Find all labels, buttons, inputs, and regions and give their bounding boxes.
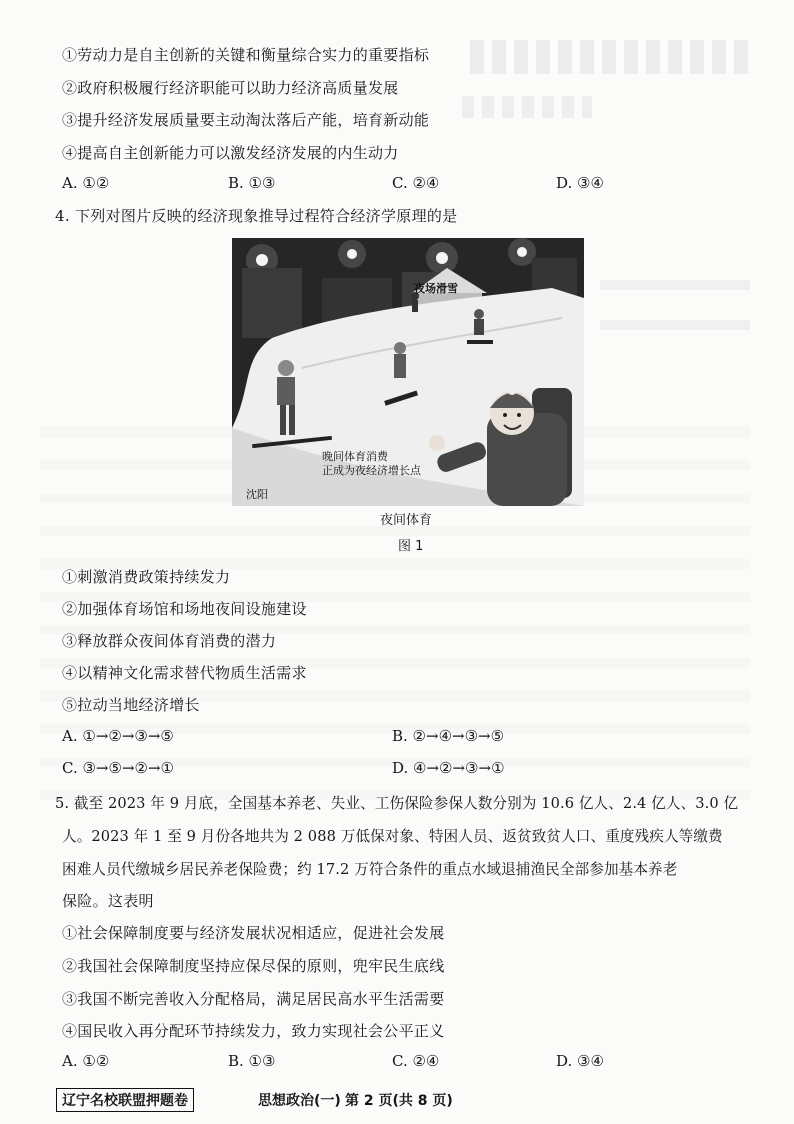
- q4-choice-d[interactable]: D. ④→②→③→①: [392, 759, 505, 777]
- q5-choice-c[interactable]: C. ②④: [392, 1052, 440, 1070]
- q5-stem-line-2: 人。2023 年 1 至 9 月份各地共为 2 088 万低保对象、特困人员、返贫致贫人口、重度残疾人等缴费: [62, 828, 723, 845]
- bleed-through-mark: [462, 96, 592, 118]
- q4-stem: 4. 下列对图片反映的经济现象推导过程符合经济学原理的是: [55, 207, 458, 225]
- q3-statement-4: ④提高自主创新能力可以激发经济发展的内生动力: [62, 144, 399, 162]
- figure-title: 夜间体育: [380, 513, 433, 528]
- bleed-through-mark: [600, 250, 750, 330]
- figure-sign-label: 夜场滑雪: [414, 282, 458, 295]
- q5-choice-b[interactable]: B. ①③: [228, 1052, 276, 1070]
- q4-statement-3: ③释放群众夜间体育消费的潜力: [62, 632, 277, 650]
- night-skiing-illustration: [232, 238, 584, 506]
- q4-statement-4: ④以精神文化需求替代物质生活需求: [62, 664, 307, 682]
- q3-choice-d[interactable]: D. ③④: [556, 174, 604, 192]
- q3-statement-2: ②政府积极履行经济职能可以助力经济高质量发展: [62, 79, 399, 97]
- q3-choice-a[interactable]: A. ①②: [62, 174, 110, 192]
- q4-statement-1: ①刺激消费政策持续发力: [62, 568, 231, 586]
- q4-statement-2: ②加强体育场馆和场地夜间设施建设: [62, 600, 307, 618]
- q3-statement-1: ①劳动力是自主创新的关键和衡量综合实力的重要指标: [62, 46, 430, 64]
- q5-statement-3: ③我国不断完善收入分配格局，满足居民高水平生活需要: [62, 990, 445, 1008]
- subject-label: 思想政治(一): [258, 1093, 341, 1109]
- figure-label: 图 1: [398, 539, 424, 554]
- q3-statement-3: ③提升经济发展质量要主动淘汰落后产能，培育新动能: [62, 111, 430, 129]
- q5-stem-line-4: 保险。这表明: [62, 892, 154, 910]
- q5-stem-line-1: 5. 截至 2023 年 9 月底，全国基本养老、失业、工伤保险参保人数分别为 10.6 亿人、2.4 亿人、3.0 亿: [55, 795, 739, 812]
- q5-stem-line-3: 困难人员代缴城乡居民养老保险费；约 17.2 万符合条件的重点水域退捕渔民全部参加基本养老: [62, 861, 678, 878]
- page-number: 第 2 页(共 8 页): [345, 1093, 453, 1109]
- q4-choice-b[interactable]: B. ②→④→③→⑤: [392, 727, 505, 745]
- q3-choice-b[interactable]: B. ①③: [228, 174, 276, 192]
- q5-choice-d[interactable]: D. ③④: [556, 1052, 604, 1070]
- figure-inside-caption-line-2: 正成为夜经济增长点: [322, 464, 421, 477]
- figure-inside-caption-line-1: 晚间体育消费: [322, 450, 388, 463]
- bleed-through-mark: [470, 40, 750, 74]
- figure-city-label: 沈阳: [246, 488, 268, 501]
- q5-statement-1: ①社会保障制度要与经济发展状况相适应，促进社会发展: [62, 924, 445, 942]
- q3-choice-c[interactable]: C. ②④: [392, 174, 440, 192]
- q5-choice-a[interactable]: A. ①②: [62, 1052, 110, 1070]
- q5-statement-4: ④国民收入再分配环节持续发力，致力实现社会公平正义: [62, 1022, 445, 1040]
- exam-name-box: 辽宁名校联盟押题卷: [56, 1088, 194, 1112]
- q4-statement-5: ⑤拉动当地经济增长: [62, 696, 200, 714]
- q5-statement-2: ②我国社会保障制度坚持应保尽保的原则，兜牢民生底线: [62, 957, 445, 975]
- q4-choice-a[interactable]: A. ①→②→③→⑤: [62, 727, 174, 745]
- q4-choice-c[interactable]: C. ③→⑤→②→①: [62, 759, 174, 777]
